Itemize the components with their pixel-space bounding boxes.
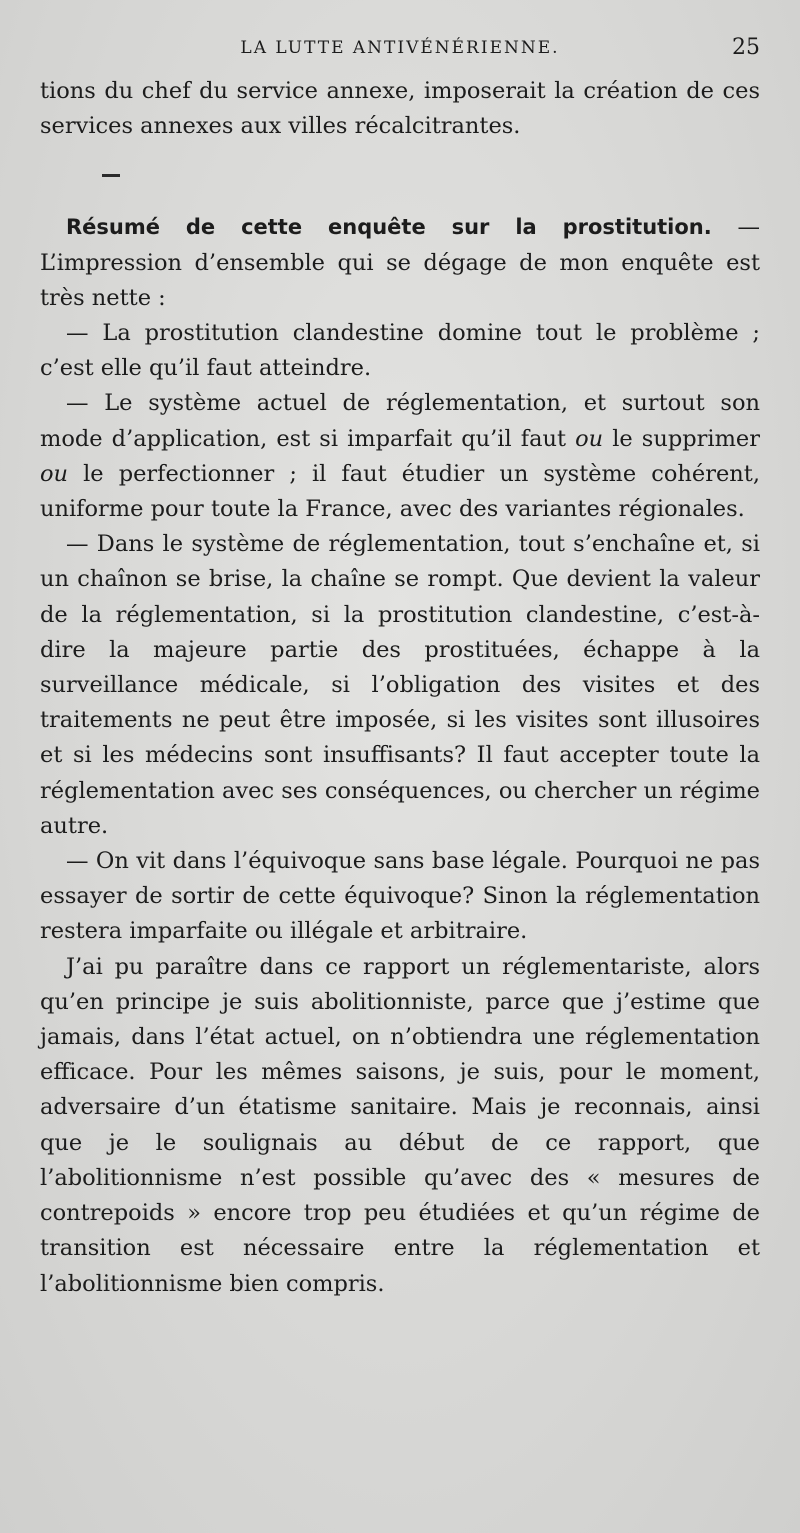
paragraph-chain: — Dans le système de réglementation, tout s’enchaîne et, si un chaînon se brise, la chaîne se rompt. Que devient la valeur de la réglementation, si la prostitution clandestine, c’est-à-dire la majeure partie des prostituées, échappe à la surveillance médicale, si l’obligation des visites et des traitements ne peut être imposée, si les visites sont illusoires et si les médecins sont insuffisants? Il faut accepter toute la réglementation avec ses conséquences, ou chercher un régime autre. [40, 531, 760, 839]
ornament-dash [102, 174, 120, 177]
running-title: LA LUTTE ANTIVÉNÉRIENNE. [240, 38, 560, 58]
paragraph-conclusion: J’ai pu paraître dans ce rapport un réglementariste, alors qu’en principe je suis abolitionniste, parce que j’estime que jamais, dans l’état actuel, on n’obtiendra une réglementation efficace. Pour les mêmes saisons, je suis, pour le moment, adversaire d’un étatisme sanitaire. Mais je reconnais, ainsi que je le soulignais au début de ce rapport, que l’abolitionnisme n’est possible qu’avec des « mesures de contrepoids » encore trop peu étudiées et qu’un régime de transition est nécessaire entre la réglementation et l’abolitionnisme bien compris. [40, 953, 760, 1297]
summary-intro: L’impression d’ensemble qui se dégage de mon enquête est très nette : [40, 249, 760, 311]
section-ornament [40, 156, 760, 196]
heading-dash: — [711, 214, 761, 241]
running-head [40, 34, 760, 74]
page-text [40, 74, 760, 1302]
system-ou-1: ou [575, 425, 604, 452]
page-number: 25 [732, 35, 760, 60]
paragraph-continuation: tions du chef du service annexe, imposerait la création de ces services annexes aux villes récalcitrantes. [40, 78, 760, 140]
system-text-a: — Le système actuel de réglementation, et surtout son mode d’application, est si imparfait qu’il faut [40, 390, 760, 452]
system-text-b: le supprimer [603, 425, 760, 452]
system-text-c: le perfectionner ; il faut étudier un système cohérent, uniforme pour toute la France, avec des variantes régionales. [40, 460, 760, 523]
paragraph-system [40, 386, 760, 527]
paragraph-clandestine: — La prostitution clandestine domine tout le problème ; c’est elle qu’il faut atteindre. [40, 320, 760, 382]
section-heading-paragraph [40, 210, 760, 316]
paragraph-equivoque: — On vit dans l’équivoque sans base légale. Pourquoi ne pas essayer de sortir de cette équivoque? Sinon la réglementation restera imparfaite ou illégale et arbitraire. [40, 848, 760, 945]
section-heading: Résumé de cette enquête sur la prostitution. [66, 215, 712, 240]
system-ou-2: ou [40, 460, 69, 487]
